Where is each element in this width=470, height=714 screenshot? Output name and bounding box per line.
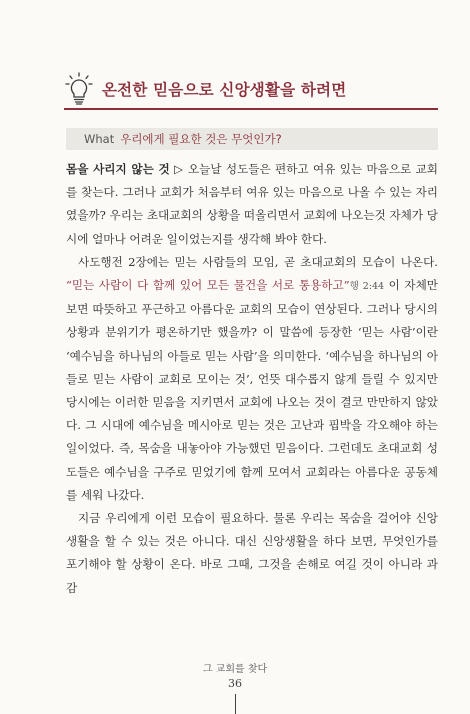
paragraph-1 (66, 158, 438, 251)
paragraph-2-part-b: 이 자체만 보면 따뜻하고 푸근하고 아름다운 교회의 모습이 연상된다. 그러나 당시의 상황과 분위기가 평온하기만 했을까? 이 말씀에 등장한 ‘믿는 사람’이란 ‘예수님을 하나님의 아들로 믿는 사람’을 의미한다. ‘예수님을 하나님의 아들로 믿는 사람이 교회로 모이는 것’, 언뜻 대수롭지 않게 들릴 수 있지만 당시에는 이러한 믿음을 지키면서 교회에 나오는 것이 결코 만만하지 않았다. 그 시대에 예수님을 메시아로 믿는 것은 고난과 핍박을 각오해야 하는 일이었다. 즉, 목숨을 내놓아야 가능했던 믿음이다. 그런데도 초대교회 성도들은 예수님을 구주로 믿었기에 함께 모여서 교회라는 아름다운 공동체를 세워 나갔다. (66, 278, 439, 502)
verse-reference: 행 2:44 (349, 281, 385, 293)
what-question: 우리에게 필요한 것은 무엇인가? (120, 132, 282, 146)
bible-verse: “믿는 사람이 다 함께 있어 모든 물건을 서로 통용하고” (66, 278, 350, 293)
lead-phrase: 몸을 사리지 않는 것 (66, 162, 170, 176)
body-text (66, 158, 438, 600)
paragraph-3: 지금 우리에게 이런 모습이 필요하다. 물론 우리는 목숨을 걸어야 신앙생활을 할 수 있는 것은 아니다. 대신 신앙생활을 하다 보면, 무엇인가를 포기해야 할 상황이 온다. 바로 그때, 그것을 손해로 여길 것이 아니라 과감 (66, 511, 438, 595)
paragraph-1-text: ▷ 오늘날 성도들은 편하고 여유 있는 마음으로 교회를 찾는다. 그러나 교회가 처음부터 여유 있는 마음으로 나올 수 있는 자리였을까? 우리는 초대교회의 상황을 떠올리면서 교회에 나오는것 자체가 당시에 얼마나 어려운 일이었는지를 생각해 봐야 한다. (66, 162, 438, 246)
running-footer-title: 그 교회를 찾다 (202, 664, 268, 675)
what-label: What (84, 132, 115, 146)
section-heading (64, 70, 436, 108)
paragraph-2 (66, 251, 438, 507)
page-number: 36 (228, 677, 242, 690)
heading-underline (64, 108, 438, 110)
paragraph-2-part-a: 사도행전 2장에는 믿는 사람들의 모임, 곧 초대교회의 모습이 나온다. (78, 254, 438, 269)
lightbulb-icon (64, 72, 94, 106)
what-question-box (66, 128, 438, 150)
page-divider-line (235, 694, 236, 714)
section-title: 온전한 믿음으로 신앙생활을 하려면 (102, 81, 347, 99)
